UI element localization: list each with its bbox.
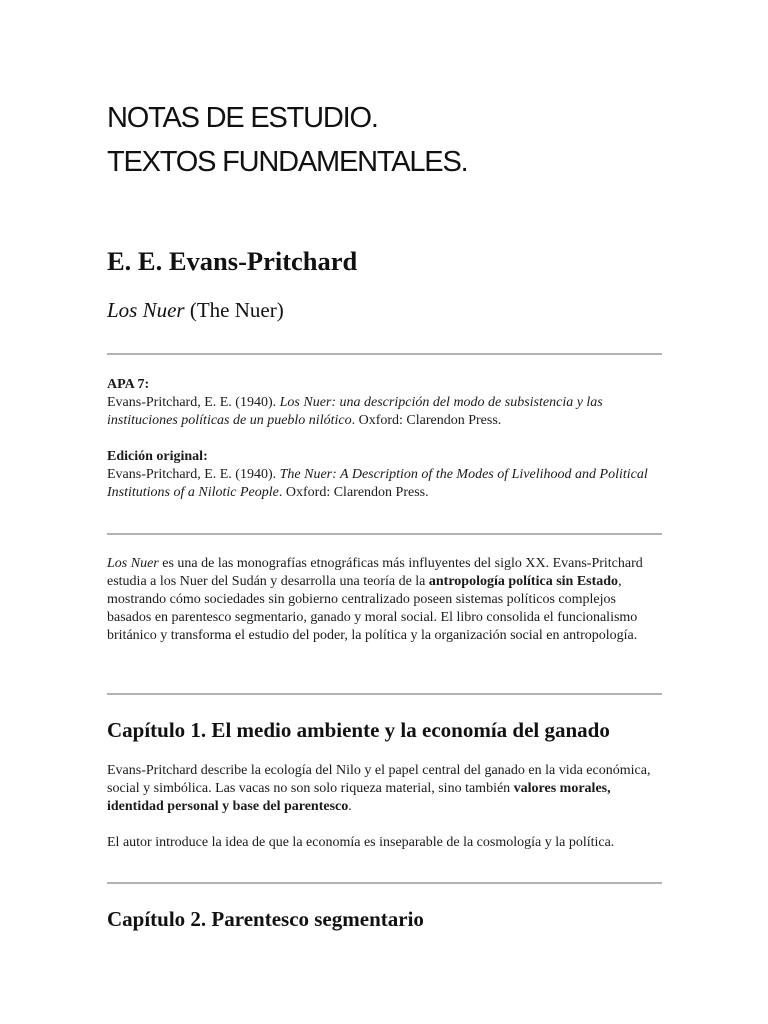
book-title [107,295,284,325]
original-citation-title: The Nuer: A Description of the Modes of Livelihood and Political Institutions of a Nilotic People [107,467,648,500]
divider-2 [107,533,662,535]
book-title-rest: (The Nuer) [184,298,284,322]
chapter-1-paragraph-1 [107,762,662,816]
references-block [107,376,662,502]
book-title-italic: Los Nuer [107,298,185,322]
chapter-1-p1-text: Evans-Pritchard describe la ecología del Nilo y el papel central del ganado en la vida económica, social y simbólica. Las vacas no son solo riqueza material, sino también [107,763,651,796]
apa-citation-post: . Oxford: Clarendon Press. [351,413,502,428]
chapter-1-p1-end: . [348,799,352,814]
original-citation-pre: Evans-Pritchard, E. E. (1940). [107,467,280,482]
chapter-1-heading: Capítulo 1. El medio ambiente y la economía del ganado [107,718,610,742]
original-citation-post: . Oxford: Clarendon Press. [278,485,429,500]
apa-citation-pre: Evans-Pritchard, E. E. (1940). [107,395,280,410]
apa-label: APA 7: [107,377,150,392]
chapter-1-p1-bold: valores morales, identidad personal y base del parentesco [107,781,611,814]
summary-paragraph [107,555,662,645]
header-line-1: NOTAS DE ESTUDIO. [107,102,378,134]
chapter-2-heading: Capítulo 2. Parentesco segmentario [107,907,424,931]
divider-3 [107,693,662,695]
header-line-2: TEXTOS FUNDAMENTALES. [107,146,468,178]
summary-bold: antropología política sin Estado [428,574,619,589]
original-edition-label: Edición original: [107,449,208,464]
chapter-1-paragraph-2: El autor introduce la idea de que la economía es inseparable de la cosmología y la política. [107,835,615,850]
apa-citation-title: Los Nuer: una descripción del modo de subsistencia y las instituciones políticas de un pueblo nilótico [107,395,603,428]
divider-1 [107,353,662,355]
summary-text-1: es una de las monografías etnográficas más influyentes del siglo XX. Evans-Pritchard estudia a los Nuer del Sudán y desarrolla una teoría de la [107,556,643,589]
summary-text-2: , mostrando cómo sociedades sin gobierno centralizado poseen sistemas políticos complejos basados en parentesco segmentario, ganado y moral social. El libro consolida el funcionalismo británico y transforma el estudio del poder, la política y la organización social en antropología. [107,574,638,643]
author-name: E. E. Evans-Pritchard [107,246,358,276]
summary-italic-lead: Los Nuer [107,556,159,571]
apa-citation [107,394,662,430]
document-header [107,96,662,184]
original-citation [107,466,662,502]
divider-4 [107,882,662,884]
